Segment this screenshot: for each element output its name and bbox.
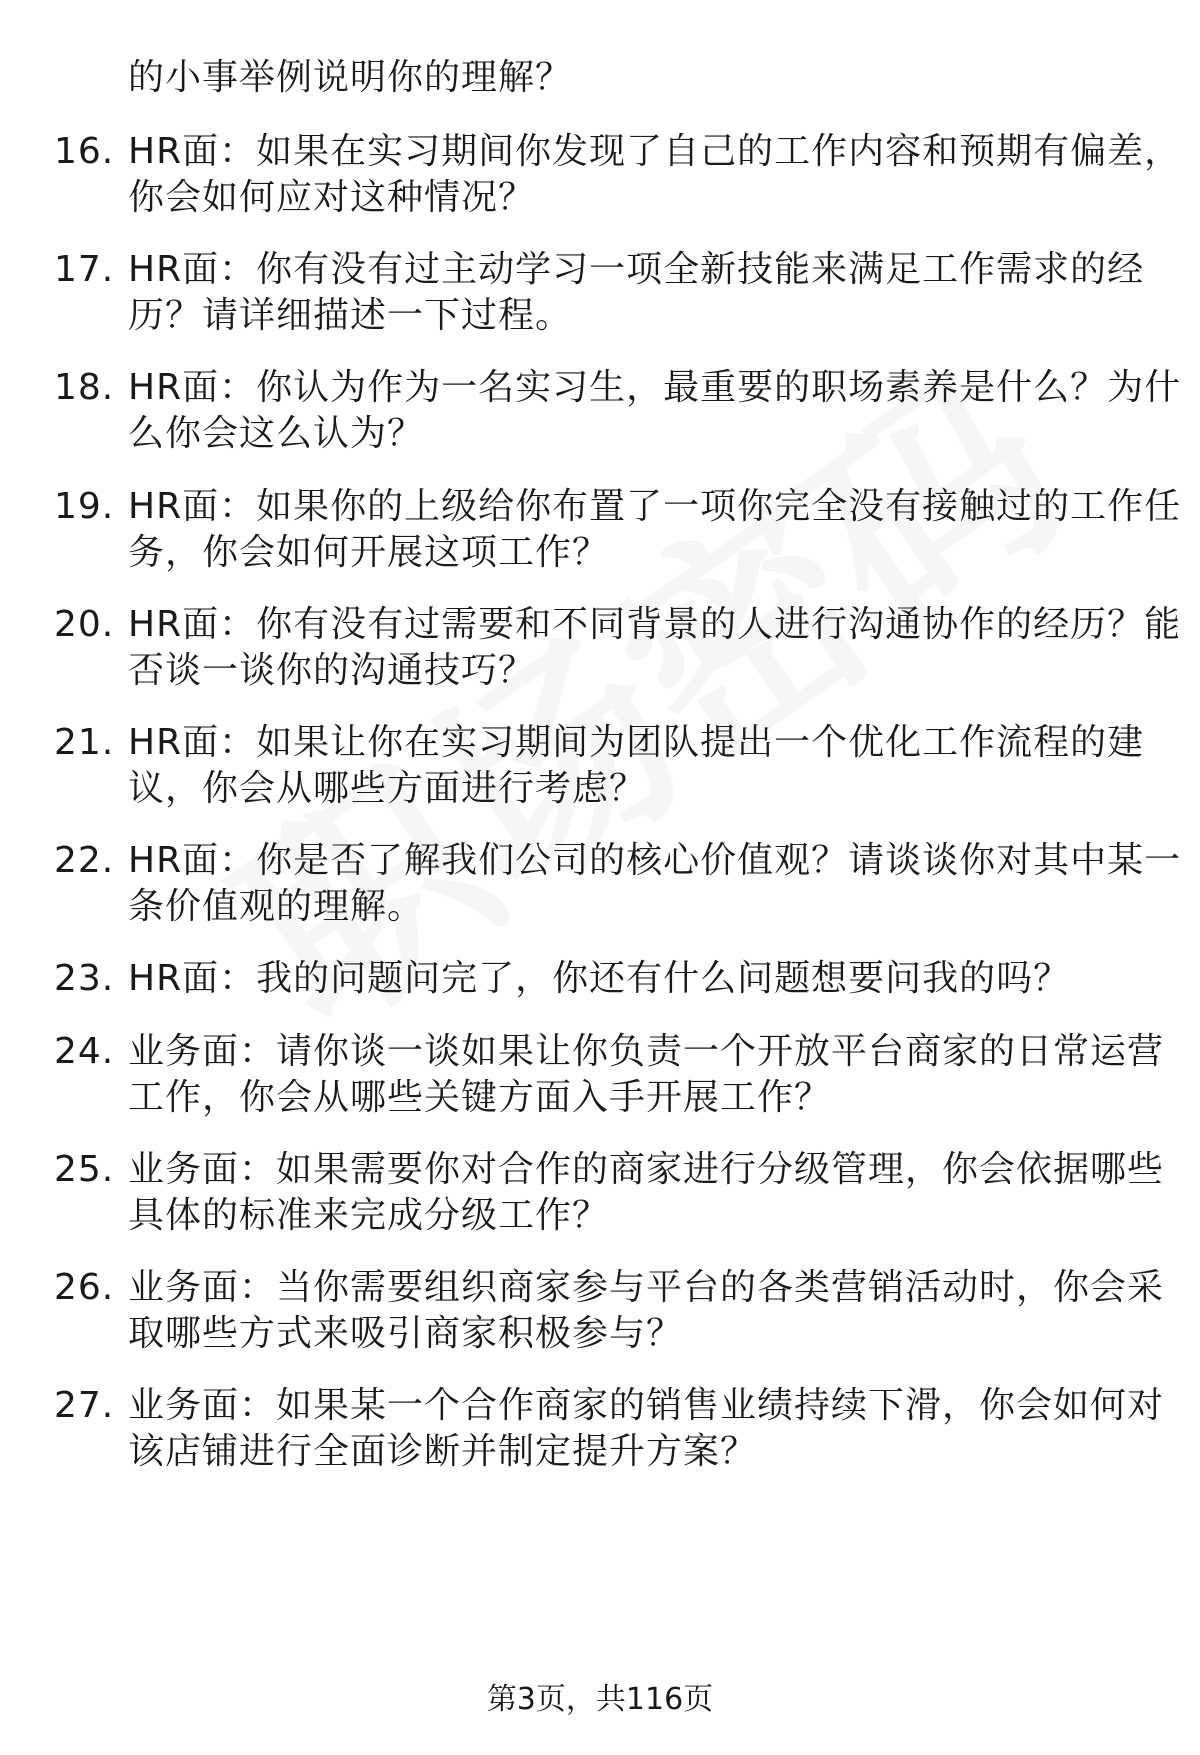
question-text-line1: 业务面：如果需要你对合作的商家进行分级管理，你会依据哪些 bbox=[128, 1149, 1165, 1190]
question-text-line2: 否谈一谈你的沟通技巧？ bbox=[128, 650, 536, 691]
question-number: 18. bbox=[54, 367, 115, 408]
question-text-line2: 历？请详细描述一下过程。 bbox=[128, 295, 573, 336]
question-number: 24. bbox=[54, 1031, 115, 1072]
question-number: 22. bbox=[54, 840, 115, 881]
question-text-line1: HR面：我的问题问完了，你还有什么问题想要问我的吗？ bbox=[128, 958, 1071, 999]
question-text-line1: 业务面：请你谈一谈如果让你负责一个开放平台商家的日常运营 bbox=[128, 1031, 1165, 1072]
question-text-line2: 工作，你会从哪些关键方面入手开展工作？ bbox=[128, 1077, 832, 1118]
question-text-line1: 业务面：当你需要组织商家参与平台的各类营销活动时，你会采 bbox=[128, 1267, 1165, 1308]
page-footer: 第3页，共116页 bbox=[486, 1682, 714, 1717]
question-number: 27. bbox=[54, 1385, 115, 1426]
question-number: 17. bbox=[54, 249, 115, 290]
question-text-line1: HR面：你有没有过需要和不同背景的人进行沟通协作的经历？能 bbox=[128, 604, 1182, 645]
question-text-line1: HR面：你是否了解我们公司的核心价值观？请谈谈你对其中某一 bbox=[128, 840, 1182, 881]
question-text-line1: HR面：如果你的上级给你布置了一项你完全没有接触过的工作任 bbox=[128, 486, 1182, 527]
question-text-line2: 条价值观的理解。 bbox=[128, 886, 425, 927]
question-number: 26. bbox=[54, 1267, 115, 1308]
question-text-line1: HR面：如果让你在实习期间为团队提出一个优化工作流程的建 bbox=[128, 722, 1145, 763]
question-number: 19. bbox=[54, 486, 115, 527]
question-text-line2: 么你会这么认为？ bbox=[128, 413, 425, 454]
question-text-line1: HR面：如果在实习期间你发现了自己的工作内容和预期有偏差， bbox=[128, 131, 1182, 172]
question-number: 20. bbox=[54, 604, 115, 645]
question-text-line1: HR面：你有没有过主动学习一项全新技能来满足工作需求的经 bbox=[128, 249, 1145, 290]
question-number: 25. bbox=[54, 1149, 115, 1190]
question-text-line2: 该店铺进行全面诊断并制定提升方案？ bbox=[128, 1431, 758, 1472]
question-text-line2: 议，你会从哪些方面进行考虑？ bbox=[128, 768, 647, 809]
question-text-line2: 具体的标准来完成分级工作？ bbox=[128, 1195, 610, 1236]
question-number: 23. bbox=[54, 958, 115, 999]
question-text-line1: 业务面：如果某一个合作商家的销售业绩持续下滑，你会如何对 bbox=[128, 1385, 1165, 1426]
question-number: 16. bbox=[54, 131, 115, 172]
question-text-line1: HR面：你认为作为一名实习生，最重要的职场素养是什么？为什 bbox=[128, 367, 1182, 408]
intro-continuation: 的小事举例说明你的理解？ bbox=[128, 57, 573, 98]
question-text-line2: 取哪些方式来吸引商家积极参与？ bbox=[128, 1313, 684, 1354]
question-number: 21. bbox=[54, 722, 115, 763]
question-text-line2: 你会如何应对这种情况？ bbox=[128, 177, 536, 218]
question-text-line2: 务，你会如何开展这项工作？ bbox=[128, 532, 610, 573]
